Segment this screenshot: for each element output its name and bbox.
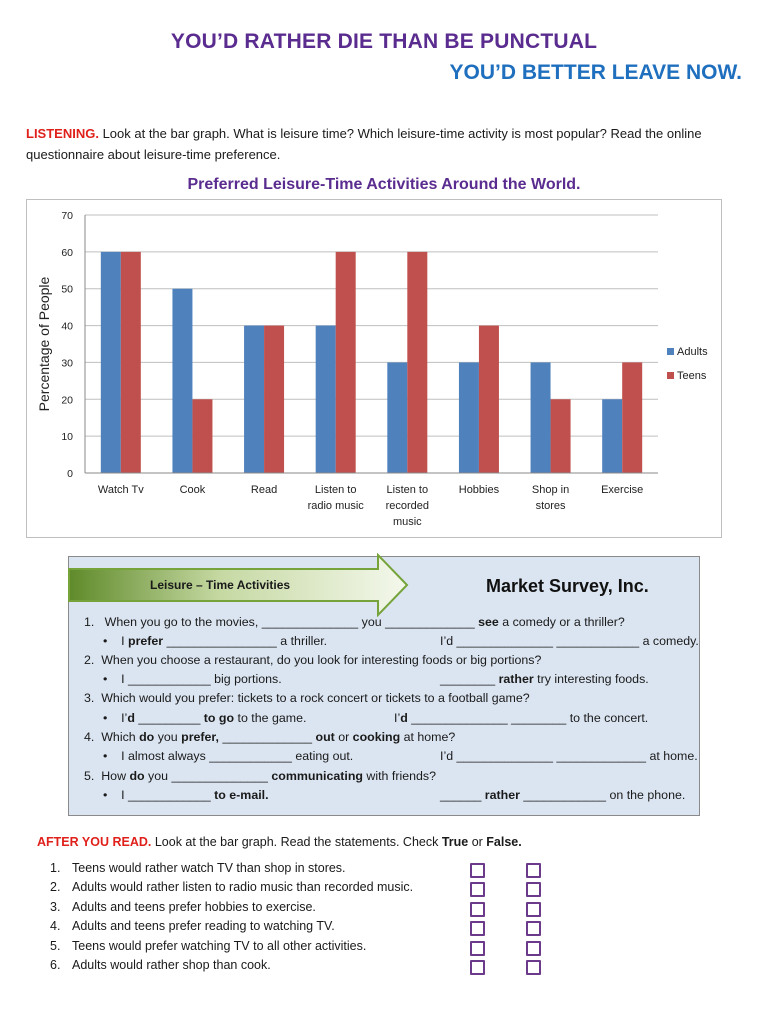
x-tick-label: Listen to [314, 484, 357, 496]
question-text: Which [101, 730, 140, 744]
x-tick-label: Watch Tv [97, 484, 144, 496]
keyword: prefer, [181, 730, 220, 744]
y-tick-label: 60 [61, 246, 73, 259]
after-text: or [468, 835, 487, 849]
question-number: 4. [84, 730, 95, 744]
bar-adults [602, 399, 622, 473]
keyword: do [139, 730, 155, 744]
listening-instructions [26, 123, 746, 165]
chart-title: Preferred Leisure-Time Activities Around the World. [187, 176, 581, 193]
blank: ______________ [261, 615, 359, 629]
true-checkbox[interactable] [470, 863, 485, 878]
x-tick-label: stores [535, 500, 566, 512]
legend-label: Teens [677, 370, 707, 382]
x-tick-label: Exercise [601, 484, 644, 496]
y-tick-label: 0 [67, 468, 73, 480]
answer-1b: I’d ______________ ____________ a comedy. [440, 634, 699, 648]
statement-item [50, 900, 316, 914]
answer-text: I almost always ____________ eating out. [121, 749, 354, 763]
statement-number: 4. [50, 919, 61, 934]
question-text: When you go to the movies, [104, 615, 262, 629]
y-tick-label: 30 [61, 357, 73, 370]
answer-5b [440, 786, 685, 805]
question-5 [84, 767, 436, 786]
bar-adults [244, 326, 264, 473]
answer-4b: I’d ______________ _____________ at home. [440, 749, 698, 763]
statement-number: 1. [50, 861, 61, 875]
statement-item [50, 939, 366, 953]
x-tick-label: Read [250, 484, 278, 496]
after-label: AFTER YOU READ. [37, 835, 152, 849]
statement-text: Adults would rather shop than cook. [72, 958, 271, 972]
x-tick-label: Hobbies [458, 484, 500, 496]
keyword: do [129, 769, 145, 783]
false-checkbox[interactable] [526, 863, 541, 878]
false-label: False. [486, 835, 522, 849]
x-tick-label: radio music [307, 500, 364, 512]
true-checkbox[interactable] [470, 921, 485, 936]
statement-item [50, 919, 335, 933]
statement-text: Adults and teens prefer reading to watching TV. [72, 919, 335, 934]
statement-text: Teens would prefer watching TV to all other activities. [72, 938, 367, 953]
y-tick-label: 70 [61, 210, 73, 222]
question-number: 3. [84, 691, 95, 705]
false-checkbox[interactable] [526, 921, 541, 936]
x-tick-label: recorded [385, 500, 430, 512]
question-text: at home? [400, 730, 456, 744]
answer-text: I’ [121, 711, 128, 725]
blank: _____________ [385, 615, 475, 629]
answer-5a: • I ____________ to e-mail. [103, 788, 269, 802]
answer-text: I’ [394, 711, 401, 725]
bar-teens [551, 399, 571, 473]
false-checkbox[interactable] [526, 960, 541, 975]
legend-swatch [667, 372, 674, 379]
statement-item [50, 880, 413, 894]
keyword: see [478, 615, 499, 629]
answer-1a: • I prefer ________________ a thriller. [103, 634, 328, 648]
answer-text: to the game. [234, 711, 307, 725]
answer-text: I ____________ [121, 788, 215, 802]
question-text: How [101, 769, 130, 783]
question-number: 1. [84, 615, 95, 629]
x-tick-label: Shop in [531, 484, 570, 496]
bar-teens [622, 362, 642, 473]
blank: _____________ [219, 730, 316, 744]
keyword: cooking [352, 730, 401, 744]
bar-adults [101, 252, 121, 473]
question-text: you [154, 730, 182, 744]
statement-number: 3. [50, 899, 61, 914]
question-3 [84, 689, 530, 708]
keyword: d [127, 711, 135, 725]
question-text: Which would you prefer: tickets to a rock concert or tickets to a football game? [101, 691, 530, 705]
false-checkbox[interactable] [526, 941, 541, 956]
question-text: or [334, 730, 353, 744]
blank: ______ [440, 788, 485, 802]
y-tick-label: 40 [61, 320, 73, 333]
answer-text: I [121, 634, 128, 648]
question-4 [84, 728, 455, 747]
y-tick-label: 20 [61, 394, 73, 407]
x-tick-label: Listen to [386, 484, 429, 496]
bar-teens [264, 326, 284, 473]
page-subtitle: YOU’D BETTER LEAVE NOW. [449, 61, 742, 84]
statement-text: Adults and teens prefer hobbies to exercise. [72, 899, 316, 914]
true-checkbox[interactable] [470, 960, 485, 975]
question-text: you [358, 615, 386, 629]
bar-teens [479, 326, 499, 473]
keyword: communicating [271, 769, 363, 783]
false-checkbox[interactable] [526, 902, 541, 917]
answer-text: ______________ ________ to the concert. [407, 711, 649, 725]
page-title: YOU’D RATHER DIE THAN BE PUNCTUAL [170, 30, 598, 53]
question-text: with friends? [362, 769, 436, 783]
x-tick-label: Cook [179, 484, 206, 496]
y-axis-label: Percentage of People [36, 276, 52, 412]
legend-swatch [667, 348, 674, 355]
question-number: 2. [84, 653, 95, 667]
answer-text: ____________ on the phone. [519, 788, 686, 802]
keyword: prefer [128, 634, 164, 648]
statement-number: 6. [50, 958, 61, 972]
answer-3a: • I’d _________ to go to the game. [103, 711, 307, 725]
false-checkbox[interactable] [526, 882, 541, 897]
keyword: out [315, 730, 335, 744]
question-text: a comedy or a thriller? [498, 615, 625, 629]
answer-text: a thriller. [276, 634, 328, 648]
statement-number: 5. [50, 938, 61, 953]
legend-label: Adults [677, 346, 708, 358]
keyword: rather [484, 788, 520, 802]
question-2 [84, 651, 541, 670]
answer-3b [394, 709, 648, 728]
statement-text: Teens would rather watch TV than shop in stores. [72, 861, 346, 875]
statement-number: 2. [50, 880, 61, 895]
true-checkbox[interactable] [470, 882, 485, 897]
statement-item [50, 958, 271, 972]
answer-2b [440, 670, 649, 689]
y-tick-label: 10 [61, 431, 73, 444]
bar-teens [336, 252, 356, 473]
answer-text: try interesting foods. [533, 672, 649, 686]
blank: ________________ [163, 634, 277, 648]
blank: ________ [440, 672, 499, 686]
true-label: True [441, 835, 469, 849]
bar-teens [192, 399, 212, 473]
true-checkbox[interactable] [470, 902, 485, 917]
after-reading-instructions [37, 835, 522, 849]
bar-teens [407, 252, 427, 473]
answer-2a: • I ____________ big portions. [103, 672, 282, 686]
bar-adults [316, 326, 336, 473]
statement-item [50, 861, 346, 875]
keyword: d [400, 711, 408, 725]
bar-adults [172, 289, 192, 473]
after-text: Look at the bar graph. Read the statements. Check [151, 835, 442, 849]
listening-text: Look at the bar graph. What is leisure time? Which leisure-time activity is most popular? Read the online questionnaire about leisure-time preference. [26, 126, 702, 162]
bar-adults [459, 362, 479, 473]
true-checkbox[interactable] [470, 941, 485, 956]
keyword: to e-mail. [214, 788, 269, 802]
listening-label: LISTENING. [26, 126, 99, 141]
arrow-label: Leisure – Time Activities [150, 578, 291, 592]
bar-adults [531, 362, 551, 473]
blank: _________ [134, 711, 204, 725]
bar-adults [387, 362, 407, 473]
answer-4a: • I almost always ____________ eating out. [103, 749, 354, 763]
chart-frame [26, 199, 722, 538]
statement-text: Adults would rather listen to radio music than recorded music. [72, 880, 414, 895]
y-tick-label: 50 [61, 283, 73, 296]
answer-text: I ____________ big portions. [121, 672, 282, 686]
question-number: 5. [84, 769, 95, 783]
bar-chart [27, 200, 721, 537]
keyword: rather [498, 672, 534, 686]
x-tick-label: music [392, 516, 422, 528]
brand-title: Market Survey, Inc. [486, 576, 649, 596]
bar-teens [121, 252, 141, 473]
blank: you ______________ [144, 769, 272, 783]
keyword: to go [203, 711, 235, 725]
question-text: When you choose a restaurant, do you look for interesting foods or big portions? [101, 653, 542, 667]
